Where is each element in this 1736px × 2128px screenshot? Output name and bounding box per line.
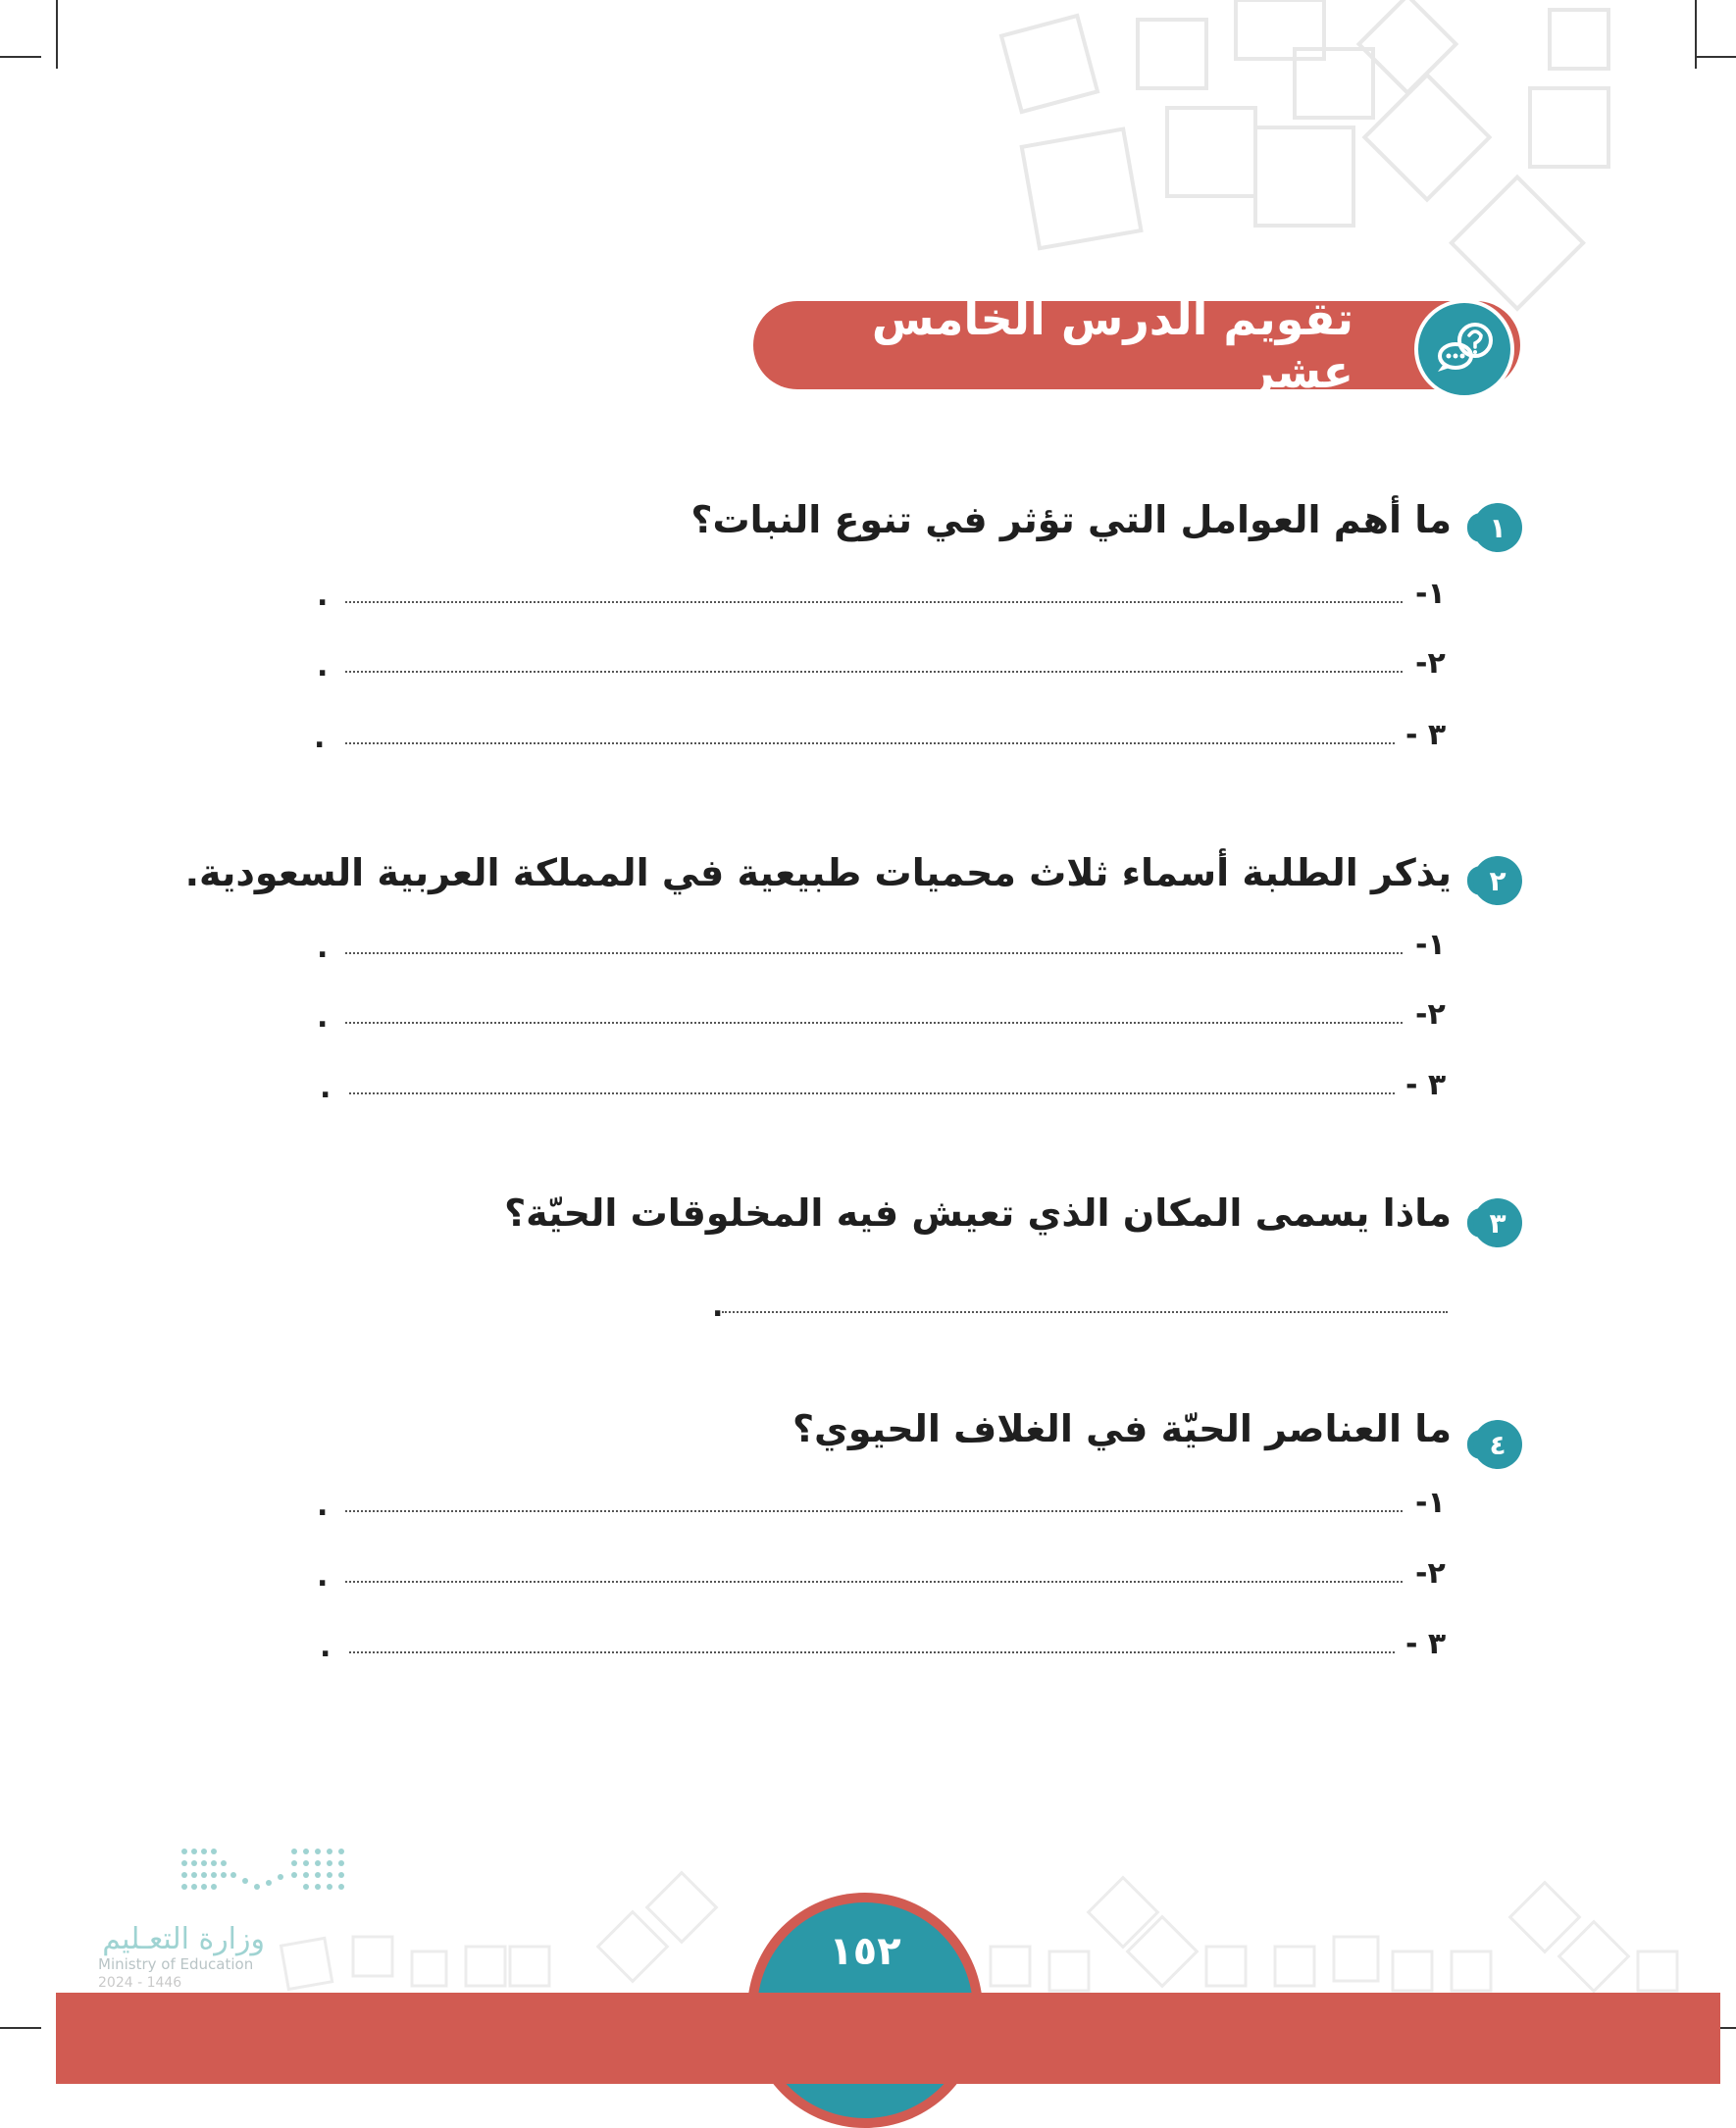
- answer-label: ٢-: [1415, 997, 1446, 1032]
- footer-bar: [56, 1993, 1720, 2084]
- question-number-badge: ١: [1473, 503, 1522, 552]
- question-text: يذكر الطلبة أسماء ثلاث محميات طبيعية في المملكة العربية السعودية.: [184, 851, 1452, 894]
- ministry-logo-dots: [177, 1844, 353, 1902]
- line-end-dot: .: [317, 579, 329, 613]
- question-number-badge: ٣: [1473, 1198, 1522, 1247]
- answer-line[interactable]: [345, 1510, 1403, 1512]
- line-end-dot: .: [320, 1071, 332, 1105]
- answer-line[interactable]: [345, 952, 1403, 954]
- page-title: تقويم الدرس الخامس عشر: [871, 292, 1353, 398]
- answer-label: ١-: [1415, 1486, 1446, 1520]
- ministry-logo-arabic: وزارة التعـليم: [102, 1922, 265, 1956]
- line-end-dot: .: [317, 1489, 329, 1523]
- question-chat-icon: [1414, 299, 1514, 399]
- answer-label: ٣ -: [1405, 718, 1447, 752]
- crop-mark: [0, 2027, 41, 2029]
- line-end-dot: .: [320, 1630, 332, 1664]
- ministry-logo-english: Ministry of Education: [98, 1955, 254, 1973]
- answer-line[interactable]: [345, 1581, 1403, 1583]
- answer-label: ٢-: [1415, 1556, 1446, 1591]
- answer-line[interactable]: [345, 1022, 1403, 1024]
- question-text: ما العناصر الحيّة في الغلاف الحيوي؟: [791, 1407, 1452, 1450]
- answer-label: ٢-: [1415, 646, 1446, 681]
- question-number-badge: ٤: [1473, 1420, 1522, 1469]
- answer-line[interactable]: [345, 671, 1403, 673]
- answer-label: ١-: [1415, 577, 1446, 611]
- ministry-logo-year: 2024 - 1446: [98, 1975, 182, 1991]
- answer-line[interactable]: [345, 601, 1403, 603]
- line-end-dot: .: [314, 721, 326, 755]
- decorative-square-pattern: [0, 0, 1736, 314]
- line-end-dot: .: [317, 1559, 329, 1594]
- answer-line[interactable]: [349, 1651, 1395, 1653]
- answer-line[interactable]: [722, 1311, 1448, 1313]
- line-end-dot: .: [317, 931, 329, 965]
- answer-label: ١-: [1415, 928, 1446, 962]
- line-end-dot: .: [317, 649, 329, 684]
- question-number-badge: ٢: [1473, 856, 1522, 905]
- answer-line[interactable]: [345, 742, 1395, 744]
- answer-line[interactable]: [349, 1092, 1395, 1094]
- question-text: ماذا يسمى المكان الذي تعيش فيه المخلوقات الحيّة؟: [504, 1191, 1452, 1235]
- answer-label: ٣ -: [1405, 1627, 1447, 1661]
- page-number: ١٥٢: [829, 1929, 901, 1974]
- line-end-dot: .: [317, 1000, 329, 1035]
- answer-label: ٣ -: [1405, 1068, 1447, 1102]
- question-text: ما أهم العوامل التي تؤثر في تنوع النبات؟: [690, 498, 1452, 541]
- line-end-dot: .: [712, 1290, 724, 1324]
